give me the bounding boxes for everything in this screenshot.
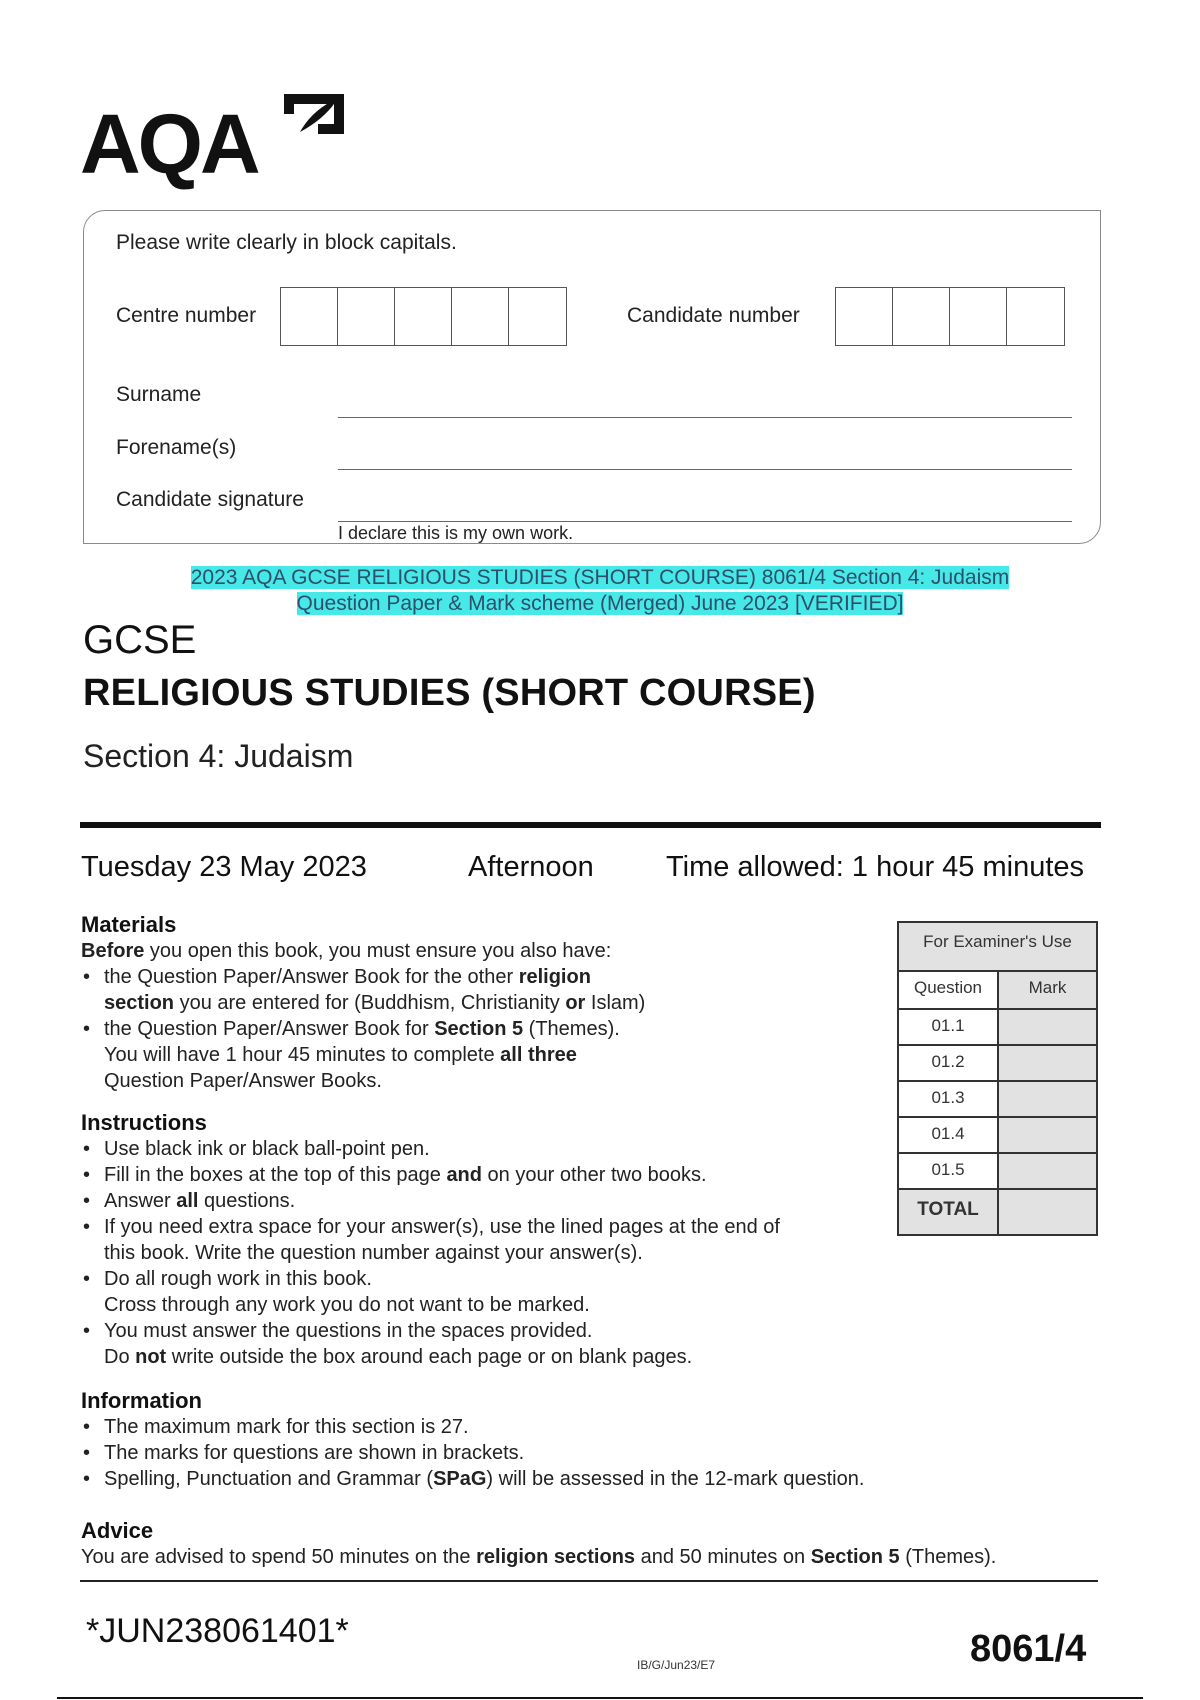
table-row [899,1080,1096,1116]
subject-title: RELIGIOUS STUDIES (SHORT COURSE) [83,672,816,714]
materials-item: • the Question Paper/Answer Book for the other religion section you are entered for (Buddhism, Christianity or Islam) [81,964,841,1016]
information-item: • The marks for questions are shown in brackets. [81,1440,941,1466]
paper-code: 8061/4 [970,1628,1087,1670]
instruction-item: • Fill in the boxes at the top of this page and on your other two books. [81,1162,861,1188]
candidate-number-label: Candidate number [627,304,800,327]
banner-line-1: 2023 AQA GCSE RELIGIOUS STUDIES (SHORT COURSE) 8061/4 Section 4: Judaism [190,566,1010,589]
table-row [899,1008,1096,1044]
paper-reference: IB/G/Jun23/E7 [637,1658,716,1672]
aqa-logo [80,88,350,191]
aqa-leaf-icon [278,88,350,150]
exam-session: Afternoon [468,851,594,883]
centre-number-boxes[interactable] [280,287,567,346]
materials-heading: Materials [81,912,177,937]
aqa-wordmark: AQA [80,97,258,191]
centre-number-label: Centre number [116,304,257,327]
instruction-item: • Answer all questions. [81,1188,861,1214]
mark-column-header: Mark [1028,978,1067,997]
digit-box[interactable] [509,288,566,345]
digit-box[interactable] [338,288,395,345]
mark-cell[interactable] [999,1082,1096,1116]
exam-date: Tuesday 23 May 2023 [81,851,367,883]
document-title-banner [150,565,1050,617]
total-label: TOTAL [899,1190,999,1234]
materials-intro: Before you open this book, you must ensure you also have: [81,940,612,962]
qualification-level: GCSE [83,618,197,662]
information-section [81,1388,941,1492]
information-item: • The maximum mark for this section is 27. [81,1414,941,1440]
mark-cell[interactable] [999,1154,1096,1188]
candidate-details-box [83,210,1101,544]
information-item: • Spelling, Punctuation and Grammar (SPaG) will be assessed in the 12-mark question. [81,1466,941,1492]
examiners-use-title: For Examiner's Use [923,932,1072,951]
digit-box[interactable] [1007,288,1064,345]
table-header-row [899,970,1096,1008]
declaration-text: I declare this is my own work. [338,523,574,543]
materials-item: • the Question Paper/Answer Book for Section 5 (Themes). [81,1016,841,1042]
digit-box[interactable] [950,288,1007,345]
advice-heading: Advice [81,1518,154,1543]
page-bottom-rule [57,1697,1143,1699]
digit-box[interactable] [893,288,950,345]
table-row [899,1152,1096,1188]
table-row [899,1116,1096,1152]
digit-box[interactable] [281,288,338,345]
instruction-item: • Use black ink or black ball-point pen. [81,1136,861,1162]
heading-rule [80,822,1101,828]
block-capitals-instruction: Please write clearly in block capitals. [116,231,457,254]
time-allowed: Time allowed: 1 hour 45 minutes [666,851,1085,883]
question-number: 01.4 [899,1118,999,1152]
digit-box[interactable] [836,288,893,345]
footer-rule [80,1580,1098,1582]
banner-line-2: Question Paper & Mark scheme (Merged) June 2023 [VERIFIED] [296,592,904,615]
materials-note: You will have 1 hour 45 minutes to complete all three Question Paper/Answer Books. [104,1044,577,1092]
question-number: 01.2 [899,1046,999,1080]
mark-cell[interactable] [999,1010,1096,1044]
instruction-item: • If you need extra space for your answer(s), use the lined pages at the end of this book. Write the question number against your answer(s). [81,1214,861,1266]
instruction-item: • You must answer the questions in the spaces provided. Do not write outside the box around each page or on blank pages. [81,1318,861,1370]
mark-cell[interactable] [999,1118,1096,1152]
advice-section [81,1518,1101,1570]
instruction-item: • Do all rough work in this book. Cross through any work you do not want to be marked. [81,1266,861,1318]
examiners-use-table [897,921,1098,1236]
forenames-label: Forename(s) [116,436,237,459]
table-row [899,1044,1096,1080]
digit-box[interactable] [452,288,509,345]
surname-label: Surname [116,383,202,406]
candidate-number-boxes[interactable] [835,287,1065,346]
section-title: Section 4: Judaism [83,738,354,774]
barcode-text: *JUN238061401* [86,1612,349,1650]
mark-cell[interactable] [999,1046,1096,1080]
total-row [899,1188,1096,1234]
materials-section [81,912,841,1094]
signature-label: Candidate signature [116,488,304,511]
question-number: 01.1 [899,1010,999,1044]
instructions-section [81,1110,861,1370]
signature-line[interactable] [338,521,1072,522]
instructions-heading: Instructions [81,1110,207,1135]
question-number: 01.5 [899,1154,999,1188]
question-column-header: Question [899,972,999,1008]
surname-line[interactable] [338,417,1072,418]
advice-text: You are advised to spend 50 minutes on the religion sections and 50 minutes on Section 5 (Themes). [81,1546,997,1568]
digit-box[interactable] [395,288,452,345]
information-heading: Information [81,1388,202,1413]
question-number: 01.3 [899,1082,999,1116]
forenames-line[interactable] [338,469,1072,470]
total-mark-cell[interactable] [999,1190,1096,1234]
